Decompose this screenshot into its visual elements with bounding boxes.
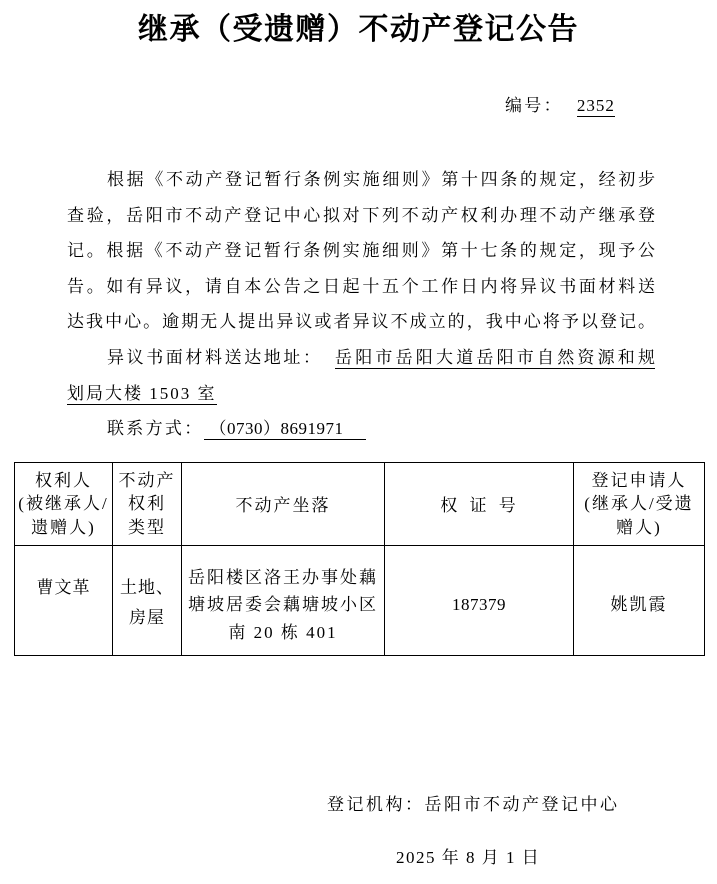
registration-agency — [327, 793, 620, 817]
header-line: (继承人/受遗 — [584, 494, 694, 514]
location-line: 岳阳楼区洛王办事处藕 — [188, 567, 378, 587]
cell-right-type — [113, 546, 182, 656]
right-type-line: 房屋 — [129, 608, 165, 627]
objection-address-value: 岳阳市岳阳大道岳阳市自然资源和规 — [335, 347, 655, 367]
paragraph-line: 查验，岳阳市不动产登记中心拟对下列不动产权利办理不动产继承登 — [67, 205, 655, 225]
agency-label: 登记机构： — [327, 795, 425, 814]
header-line: 遗赠人) — [31, 517, 96, 537]
contact-line — [67, 411, 655, 447]
header-line: (被继承人/ — [18, 494, 109, 514]
header-applicant — [574, 463, 705, 546]
certificate-number: 187379 — [452, 594, 506, 614]
applicant-name: 姚凯霞 — [610, 594, 668, 614]
header-right-type — [113, 463, 182, 546]
table-header-row — [15, 463, 705, 546]
contact-phone: （0730）8691971 — [204, 418, 366, 440]
header-line: 登记申请人 — [591, 470, 687, 490]
cell-certificate-no — [385, 546, 574, 656]
header-line: 权 证 号 — [440, 496, 518, 516]
header-line: 权利人 — [35, 470, 92, 490]
document-number-label: 编号： — [505, 96, 563, 115]
paragraph-line: 告。如有异议，请自本公告之日起十五个工作日内将异议书面材料送 — [67, 276, 655, 296]
header-location — [182, 463, 385, 546]
objection-address-value-continued: 划局大楼 1503 室 — [67, 383, 217, 403]
notice-body — [67, 162, 655, 447]
objection-address-continuation — [67, 376, 655, 412]
header-line: 赠人) — [616, 517, 662, 537]
document-number-value: 2352 — [576, 96, 615, 115]
cell-location — [182, 546, 385, 656]
header-right-holder — [15, 463, 113, 546]
header-line: 不动产坐落 — [235, 496, 331, 516]
paragraph-line: 根据《不动产登记暂行条例实施细则》第十四条的规定，经初步 — [107, 170, 655, 189]
cell-applicant — [574, 546, 705, 656]
header-line: 权利 — [128, 494, 166, 514]
header-certificate-no — [385, 463, 574, 546]
header-line: 类型 — [128, 517, 166, 537]
paragraph-line: 记。根据《不动产登记暂行条例实施细则》第十七条的规定，现予公 — [67, 241, 655, 261]
cell-right-holder — [15, 546, 113, 656]
location-line: 南 20 栋 401 — [228, 622, 338, 642]
contact-label: 联系方式： — [107, 419, 204, 439]
right-type-line: 土地、 — [120, 578, 174, 597]
objection-address-label: 异议书面材料送达地址： — [107, 347, 320, 367]
agency-name: 岳阳市不动产登记中心 — [424, 795, 620, 814]
registration-table — [14, 462, 705, 656]
table-row — [15, 546, 705, 656]
location-line: 塘坡居委会藕塘坡小区 — [188, 595, 378, 615]
document-number — [505, 94, 615, 118]
paragraph-line: 达我中心。逾期无人提出异议或者异议不成立的，我中心将予以登记。 — [67, 312, 655, 332]
right-holder-name: 曹文革 — [36, 578, 91, 597]
notice-date: 2025 年 8 月 1 日 — [396, 848, 541, 867]
document-title: 继承（受遗赠）不动产登记公告 — [138, 12, 579, 47]
header-line: 不动产 — [118, 470, 176, 490]
objection-address-line — [67, 340, 655, 376]
